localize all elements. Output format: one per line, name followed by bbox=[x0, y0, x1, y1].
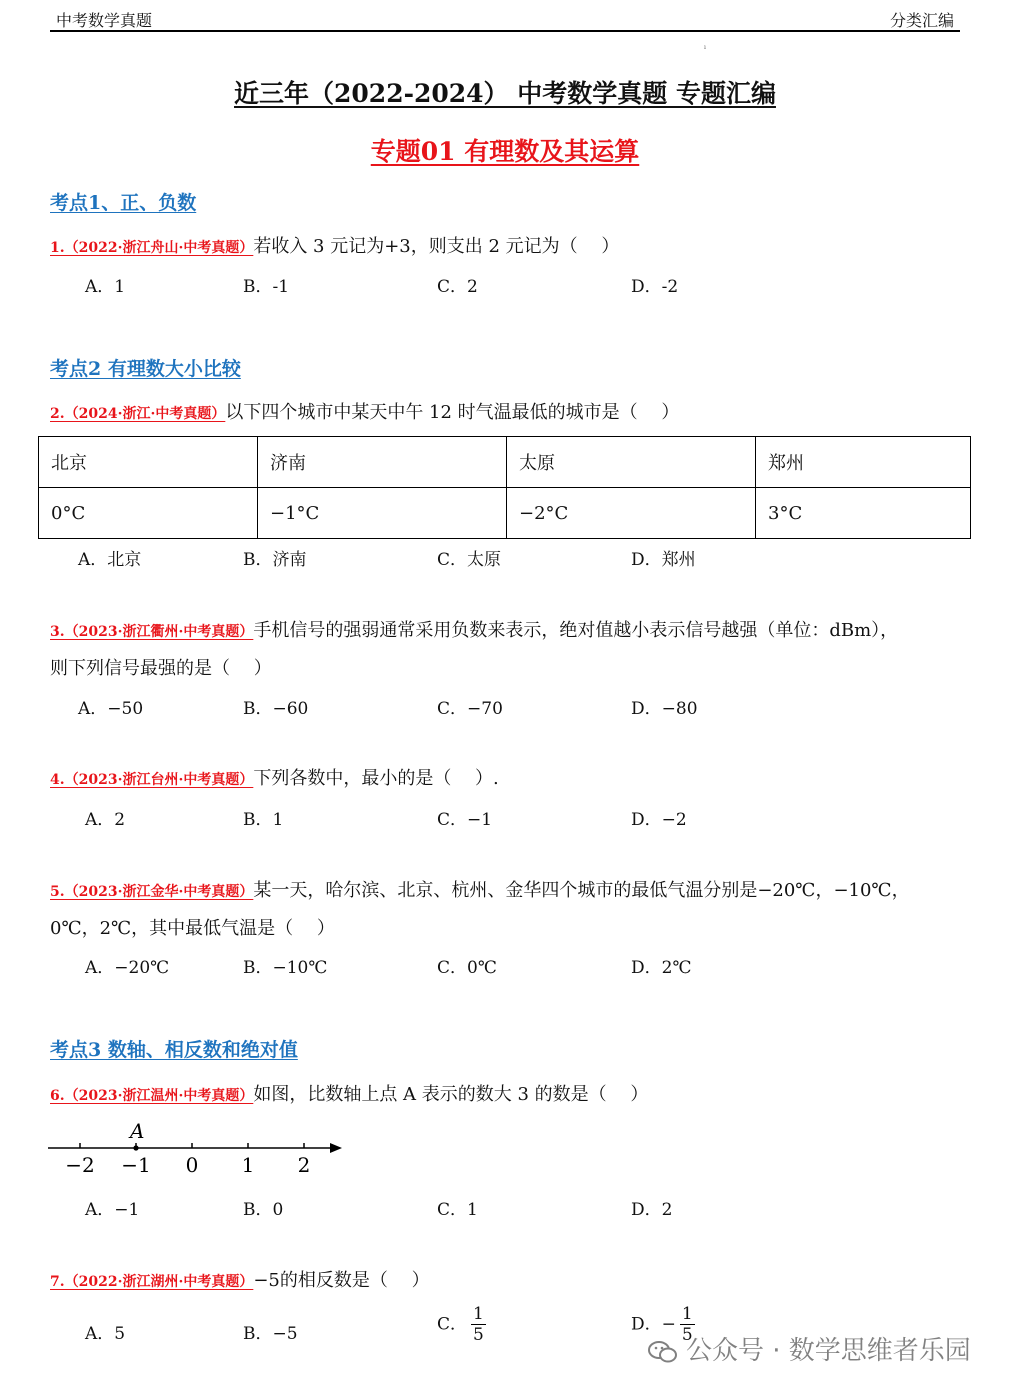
option-a: A．5 bbox=[85, 1324, 126, 1344]
question-text-continued: 0℃，2℃，其中最低气温是（ ） bbox=[50, 918, 335, 939]
question-text: −5的相反数是（ ） bbox=[253, 1270, 430, 1291]
question-source-tag: 7.（2022·浙江湖州·中考真题） bbox=[50, 1274, 254, 1290]
question-text: 某一天，哈尔滨、北京、杭州、金华四个城市的最低气温分别是−20℃，−10℃， bbox=[253, 880, 910, 901]
section-heading: 考点3 数轴、相反数和绝对值 bbox=[50, 1039, 298, 1061]
table-cell: 太原 bbox=[507, 437, 756, 488]
arrow-head-icon bbox=[330, 1143, 342, 1153]
watermark-text: 公众号 · 数学思维者乐园 bbox=[686, 1336, 971, 1366]
fraction-denominator: 5 bbox=[681, 1325, 693, 1345]
option-a: A．−20℃ bbox=[85, 958, 170, 978]
question-text: 如图，比数轴上点 A 表示的数大 3 的数是（ ） bbox=[253, 1084, 649, 1105]
stray-mark: ı bbox=[704, 44, 706, 51]
number-line-figure bbox=[46, 1114, 346, 1180]
option-c: C．−70 bbox=[437, 699, 503, 719]
question-text: 若收入 3 元记为+3，则支出 2 元记为（ ） bbox=[253, 236, 620, 257]
option-b: B．−10℃ bbox=[243, 958, 328, 978]
option-b: B．-1 bbox=[243, 277, 290, 297]
option-d: D．-2 bbox=[631, 277, 679, 297]
option-a: A．−50 bbox=[78, 699, 144, 719]
fraction-numerator: 1 bbox=[681, 1304, 693, 1324]
point-a-label: A bbox=[130, 1119, 145, 1143]
question-text: 以下四个城市中某天中午 12 时气温最低的城市是（ ） bbox=[225, 402, 680, 423]
temperature-table bbox=[38, 436, 971, 539]
option-c: C．2 bbox=[437, 277, 478, 297]
option-c: C．0℃ bbox=[437, 958, 497, 978]
table-cell: −1°C bbox=[258, 488, 507, 539]
number-line-tick-label: 0 bbox=[185, 1153, 199, 1177]
number-line-tick-label: 1 bbox=[241, 1153, 255, 1177]
question-text-continued: 则下列信号最强的是（ ） bbox=[50, 658, 272, 679]
header-right: 分类汇编 bbox=[889, 11, 954, 30]
question-source-tag: 5.（2023·浙江金华·中考真题） bbox=[50, 884, 254, 900]
point-a bbox=[133, 1145, 138, 1150]
option-c: C．−1 bbox=[437, 810, 493, 830]
option-a: A．−1 bbox=[85, 1200, 140, 1220]
question-text: 手机信号的强弱通常采用负数来表示，绝对值越小表示信号越强（单位：dBm）， bbox=[253, 620, 899, 641]
table-cell: −2°C bbox=[507, 488, 756, 539]
page-title: 近三年（2022-2024） 中考数学真题 专题汇编 bbox=[234, 79, 776, 108]
question-1 bbox=[50, 232, 619, 258]
header-rule bbox=[50, 30, 960, 32]
watermark bbox=[648, 1330, 971, 1367]
question-7 bbox=[50, 1266, 430, 1292]
question-3 bbox=[50, 616, 898, 642]
question-text: 下列各数中，最小的是（ ）. bbox=[253, 768, 499, 789]
table-cell: 北京 bbox=[39, 437, 258, 488]
fraction bbox=[471, 1306, 486, 1344]
table-cell: 3°C bbox=[756, 488, 971, 539]
option-d: D．2℃ bbox=[631, 958, 692, 978]
number-line-tick-label: −2 bbox=[65, 1153, 95, 1177]
option-b: B．1 bbox=[243, 810, 284, 830]
option-a: A．1 bbox=[85, 277, 126, 297]
fraction-denominator: 5 bbox=[473, 1325, 484, 1345]
option-d: D．2 bbox=[631, 1200, 673, 1220]
question-5 bbox=[50, 876, 910, 902]
topic-title: 专题01 有理数及其运算 bbox=[370, 137, 640, 166]
number-line-tick-label: 2 bbox=[297, 1153, 311, 1177]
question-source-tag: 1.（2022·浙江舟山·中考真题） bbox=[50, 240, 254, 256]
table-row bbox=[39, 488, 971, 539]
option-d: D．−2 bbox=[631, 810, 687, 830]
table-cell: 济南 bbox=[258, 437, 507, 488]
section-heading: 考点2 有理数大小比较 bbox=[50, 358, 241, 380]
option-b: B．济南 bbox=[243, 550, 307, 570]
option-b: B．0 bbox=[243, 1200, 284, 1220]
option-d: D．郑州 bbox=[631, 550, 696, 570]
option-d: D．−80 bbox=[631, 699, 698, 719]
option-b: B．−60 bbox=[243, 699, 309, 719]
option-c: C．太原 bbox=[437, 550, 502, 570]
wechat-icon bbox=[648, 1340, 678, 1364]
table-row bbox=[39, 437, 971, 488]
option-a: A．2 bbox=[85, 810, 126, 830]
option-a: A．北京 bbox=[78, 550, 142, 570]
table-cell: 郑州 bbox=[756, 437, 971, 488]
question-source-tag: 3.（2023·浙江衢州·中考真题） bbox=[50, 624, 254, 640]
question-source-tag: 4.（2023·浙江台州·中考真题） bbox=[50, 772, 254, 788]
question-4 bbox=[50, 764, 499, 790]
question-6 bbox=[50, 1080, 648, 1106]
question-source-tag: 6.（2023·浙江温州·中考真题） bbox=[50, 1088, 254, 1104]
option-c: C．1 bbox=[437, 1200, 478, 1220]
question-source-tag: 2.（2024·浙江·中考真题） bbox=[50, 406, 226, 422]
fraction-numerator: 1 bbox=[473, 1304, 484, 1324]
option-d-letter: D．− bbox=[631, 1314, 676, 1335]
option-c bbox=[437, 1306, 486, 1344]
number-line-tick-label: −1 bbox=[121, 1153, 151, 1177]
header-left: 中考数学真题 bbox=[56, 11, 153, 30]
section-heading: 考点1、正、负数 bbox=[50, 192, 197, 214]
question-2 bbox=[50, 398, 679, 424]
table-cell: 0°C bbox=[39, 488, 258, 539]
option-b: B．−5 bbox=[243, 1324, 298, 1344]
option-c-letter: C． bbox=[437, 1314, 468, 1335]
